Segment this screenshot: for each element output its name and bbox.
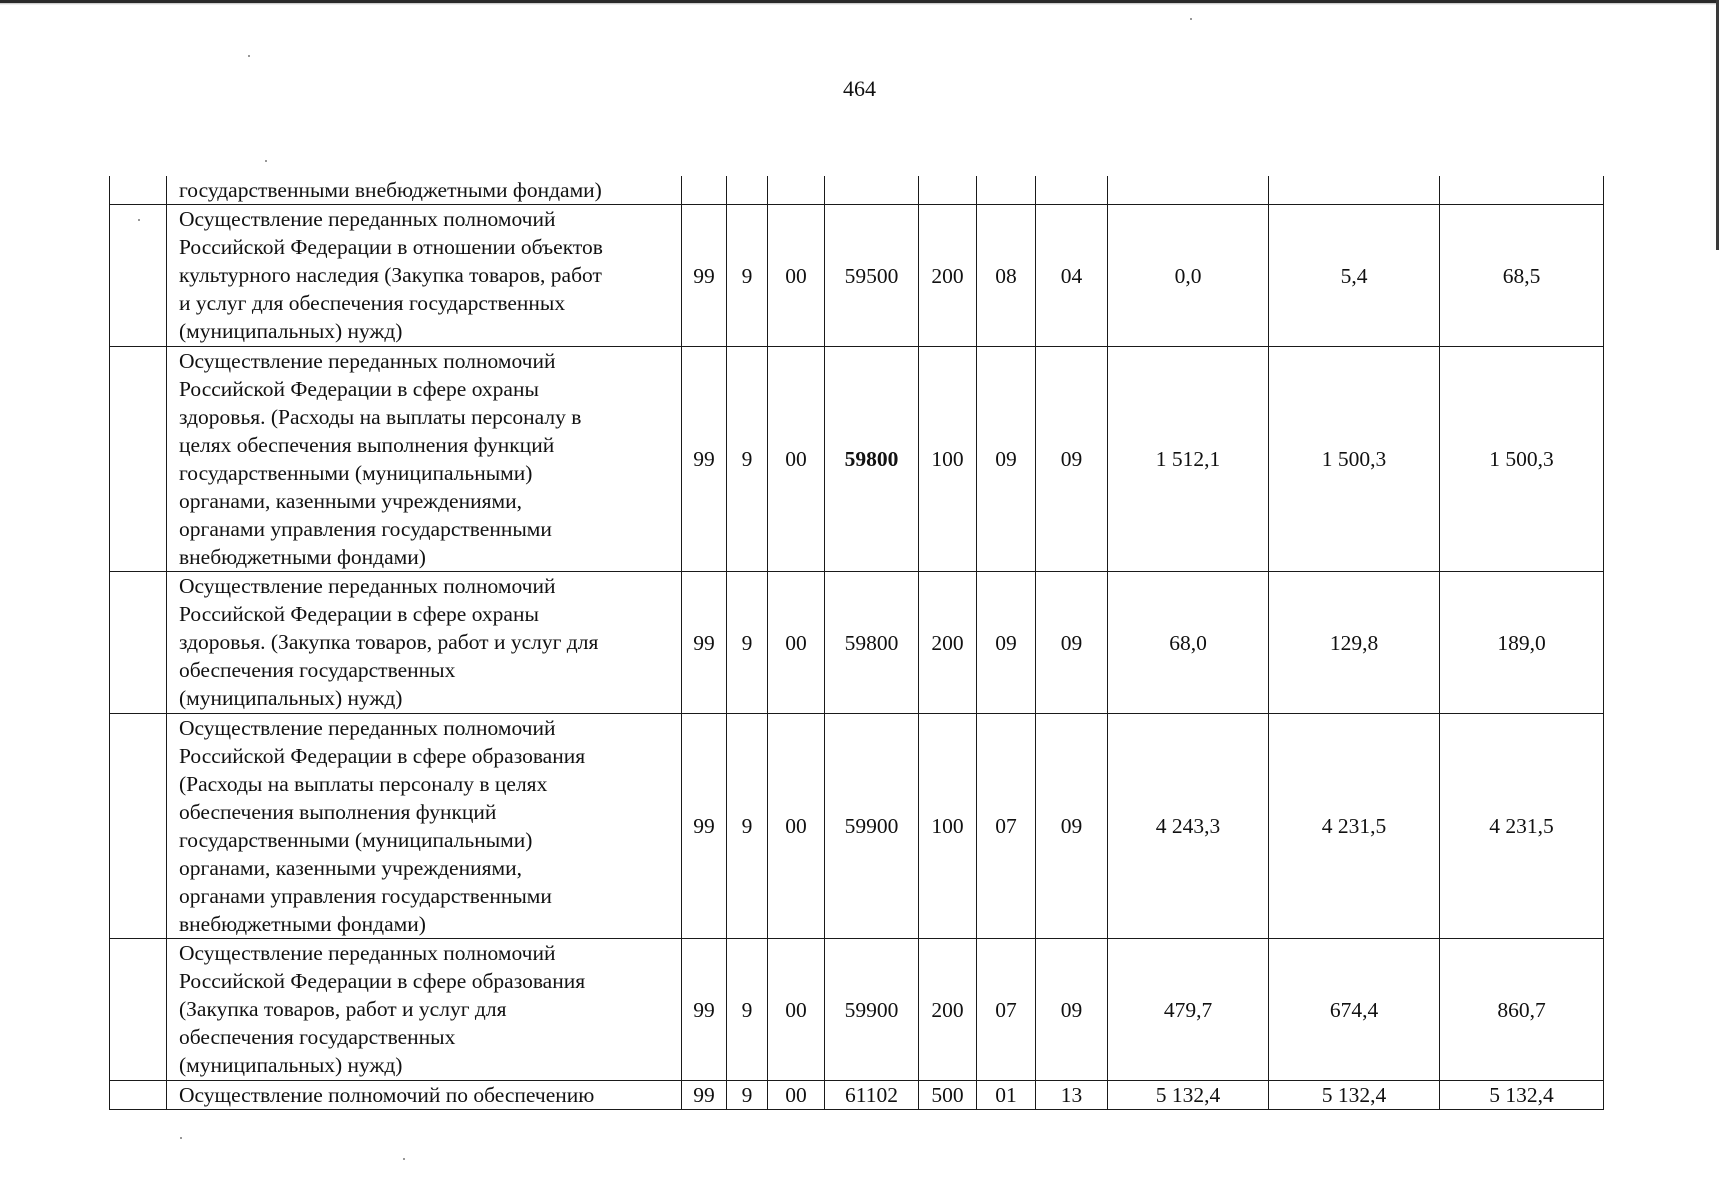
table-row — [110, 205, 1604, 347]
amount-year3-cell: 4 231,5 — [1440, 714, 1604, 939]
amount-year1-cell: 1 512,1 — [1108, 347, 1269, 572]
page-number: 464 — [843, 76, 876, 101]
description-line: органами управления государственными — [179, 517, 552, 541]
description-line: Российской Федерации в сфере образования — [179, 969, 586, 993]
kbk-main-activity-cell — [768, 176, 825, 205]
description-line: Осуществление переданных полномочий — [179, 574, 556, 598]
amount-year3-cell: 5 132,4 — [1440, 1081, 1604, 1110]
scan-top-edge — [0, 0, 1719, 5]
kbk-direction-cell: 59800 — [825, 347, 919, 572]
amount-year2-cell — [1269, 176, 1440, 205]
scan-speck — [403, 1158, 405, 1160]
scan-speck — [248, 55, 250, 57]
description-line: (Расходы на выплаты персоналу в целях — [179, 772, 548, 796]
section-cell: 07 — [977, 939, 1036, 1081]
kbk-main-activity-cell: 00 — [768, 939, 825, 1081]
amount-year2-cell: 5,4 — [1269, 205, 1440, 347]
scan-speck — [180, 1137, 182, 1139]
subsection-cell: 13 — [1036, 1081, 1108, 1110]
expense-type-cell: 200 — [919, 572, 977, 714]
amount-year2-cell: 1 500,3 — [1269, 347, 1440, 572]
description-line: обеспечения государственных — [179, 658, 456, 682]
subsection-cell: 09 — [1036, 347, 1108, 572]
description-line: государственными (муниципальными) — [179, 461, 533, 485]
budget-table — [109, 176, 1604, 1110]
expense-type-cell: 200 — [919, 939, 977, 1081]
kbk-main-activity-cell: 00 — [768, 205, 825, 347]
row-number-cell — [110, 176, 167, 205]
amount-year1-cell: 68,0 — [1108, 572, 1269, 714]
description-line: Российской Федерации в сфере охраны — [179, 602, 539, 626]
table-row — [110, 939, 1604, 1081]
description-cell — [167, 939, 682, 1081]
description-line: обеспечения государственных — [179, 1025, 456, 1049]
table-row — [110, 1081, 1604, 1110]
kbk-direction-cell: 59800 — [825, 572, 919, 714]
description-line: (Закупка товаров, работ и услуг для — [179, 997, 507, 1021]
amount-year3-cell: 68,5 — [1440, 205, 1604, 347]
description-line: Осуществление полномочий по обеспечению — [179, 1083, 595, 1107]
subsection-cell — [1036, 176, 1108, 205]
description-line: здоровья. (Расходы на выплаты персоналу в — [179, 405, 582, 429]
row-number-cell — [110, 1081, 167, 1110]
section-cell: 09 — [977, 572, 1036, 714]
table-row — [110, 347, 1604, 572]
amount-year2-cell: 674,4 — [1269, 939, 1440, 1081]
description-line: (муниципальных) нужд) — [179, 1053, 403, 1077]
kbk-subprogram-cell — [727, 176, 768, 205]
kbk-subprogram-cell: 9 — [727, 205, 768, 347]
subsection-cell: 09 — [1036, 714, 1108, 939]
table-body — [110, 176, 1604, 1110]
kbk-direction-cell: 61102 — [825, 1081, 919, 1110]
description-cell — [167, 714, 682, 939]
kbk-direction-cell — [825, 176, 919, 205]
description-cell — [167, 1081, 682, 1110]
description-line: здоровья. (Закупка товаров, работ и услуг для — [179, 630, 599, 654]
expense-type-cell: 500 — [919, 1081, 977, 1110]
kbk-subprogram-cell: 9 — [727, 1081, 768, 1110]
description-line: целях обеспечения выполнения функций — [179, 433, 555, 457]
kbk-main-activity-cell: 00 — [768, 572, 825, 714]
subsection-cell: 09 — [1036, 572, 1108, 714]
description-line: Российской Федерации в сфере охраны — [179, 377, 539, 401]
row-number-cell — [110, 347, 167, 572]
description-line: Российской Федерации в отношении объектов — [179, 235, 603, 259]
kbk-program-cell — [682, 176, 727, 205]
description-line: внебюджетными фондами) — [179, 545, 426, 569]
description-line: Осуществление переданных полномочий — [179, 207, 556, 231]
amount-year1-cell: 479,7 — [1108, 939, 1269, 1081]
description-line: внебюджетными фондами) — [179, 912, 426, 936]
expense-type-cell: 100 — [919, 347, 977, 572]
scan-speck — [1190, 18, 1192, 20]
table-row — [110, 714, 1604, 939]
description-line: Осуществление переданных полномочий — [179, 716, 556, 740]
subsection-cell: 04 — [1036, 205, 1108, 347]
kbk-subprogram-cell: 9 — [727, 572, 768, 714]
amount-year3-cell: 1 500,3 — [1440, 347, 1604, 572]
description-line: органами, казенными учреждениями, — [179, 489, 522, 513]
description-line: культурного наследия (Закупка товаров, работ — [179, 263, 602, 287]
kbk-program-cell: 99 — [682, 1081, 727, 1110]
description-line: государственными внебюджетными фондами) — [179, 178, 602, 202]
row-number-cell — [110, 714, 167, 939]
scan-speck — [265, 160, 267, 162]
description-line: и услуг для обеспечения государственных — [179, 291, 566, 315]
amount-year2-cell: 4 231,5 — [1269, 714, 1440, 939]
description-line: органами, казенными учреждениями, — [179, 856, 522, 880]
amount-year1-cell: 0,0 — [1108, 205, 1269, 347]
description-line: Осуществление переданных полномочий — [179, 941, 556, 965]
amount-year1-cell: 4 243,3 — [1108, 714, 1269, 939]
kbk-main-activity-cell: 00 — [768, 714, 825, 939]
expense-type-cell: 100 — [919, 714, 977, 939]
description-line: (муниципальных) нужд) — [179, 686, 403, 710]
kbk-subprogram-cell: 9 — [727, 714, 768, 939]
section-cell: 01 — [977, 1081, 1036, 1110]
amount-year3-cell: 189,0 — [1440, 572, 1604, 714]
description-line: государственными (муниципальными) — [179, 828, 533, 852]
description-line: Осуществление переданных полномочий — [179, 349, 556, 373]
amount-year1-cell — [1108, 176, 1269, 205]
kbk-program-cell: 99 — [682, 572, 727, 714]
description-cell — [167, 572, 682, 714]
description-cell — [167, 347, 682, 572]
description-cell — [167, 205, 682, 347]
table-row — [110, 176, 1604, 205]
kbk-program-cell: 99 — [682, 714, 727, 939]
subsection-cell: 09 — [1036, 939, 1108, 1081]
row-number-cell — [110, 205, 167, 347]
amount-year3-cell — [1440, 176, 1604, 205]
kbk-program-cell: 99 — [682, 347, 727, 572]
description-line: (муниципальных) нужд) — [179, 319, 403, 343]
description-cell — [167, 176, 682, 205]
amount-year2-cell: 129,8 — [1269, 572, 1440, 714]
description-line: Российской Федерации в сфере образования — [179, 744, 586, 768]
description-line: органами управления государственными — [179, 884, 552, 908]
kbk-direction-cell: 59900 — [825, 939, 919, 1081]
kbk-subprogram-cell: 9 — [727, 347, 768, 572]
kbk-subprogram-cell: 9 — [727, 939, 768, 1081]
kbk-main-activity-cell: 00 — [768, 347, 825, 572]
kbk-program-cell: 99 — [682, 205, 727, 347]
kbk-program-cell: 99 — [682, 939, 727, 1081]
amount-year1-cell: 5 132,4 — [1108, 1081, 1269, 1110]
section-cell — [977, 176, 1036, 205]
section-cell: 07 — [977, 714, 1036, 939]
expense-type-cell: 200 — [919, 205, 977, 347]
section-cell: 09 — [977, 347, 1036, 572]
expense-type-cell — [919, 176, 977, 205]
kbk-direction-cell: 59900 — [825, 714, 919, 939]
description-line: обеспечения выполнения функций — [179, 800, 497, 824]
section-cell: 08 — [977, 205, 1036, 347]
row-number-cell — [110, 572, 167, 714]
row-number-cell — [110, 939, 167, 1081]
kbk-main-activity-cell: 00 — [768, 1081, 825, 1110]
kbk-direction-cell: 59500 — [825, 205, 919, 347]
table-row — [110, 572, 1604, 714]
amount-year2-cell: 5 132,4 — [1269, 1081, 1440, 1110]
amount-year3-cell: 860,7 — [1440, 939, 1604, 1081]
